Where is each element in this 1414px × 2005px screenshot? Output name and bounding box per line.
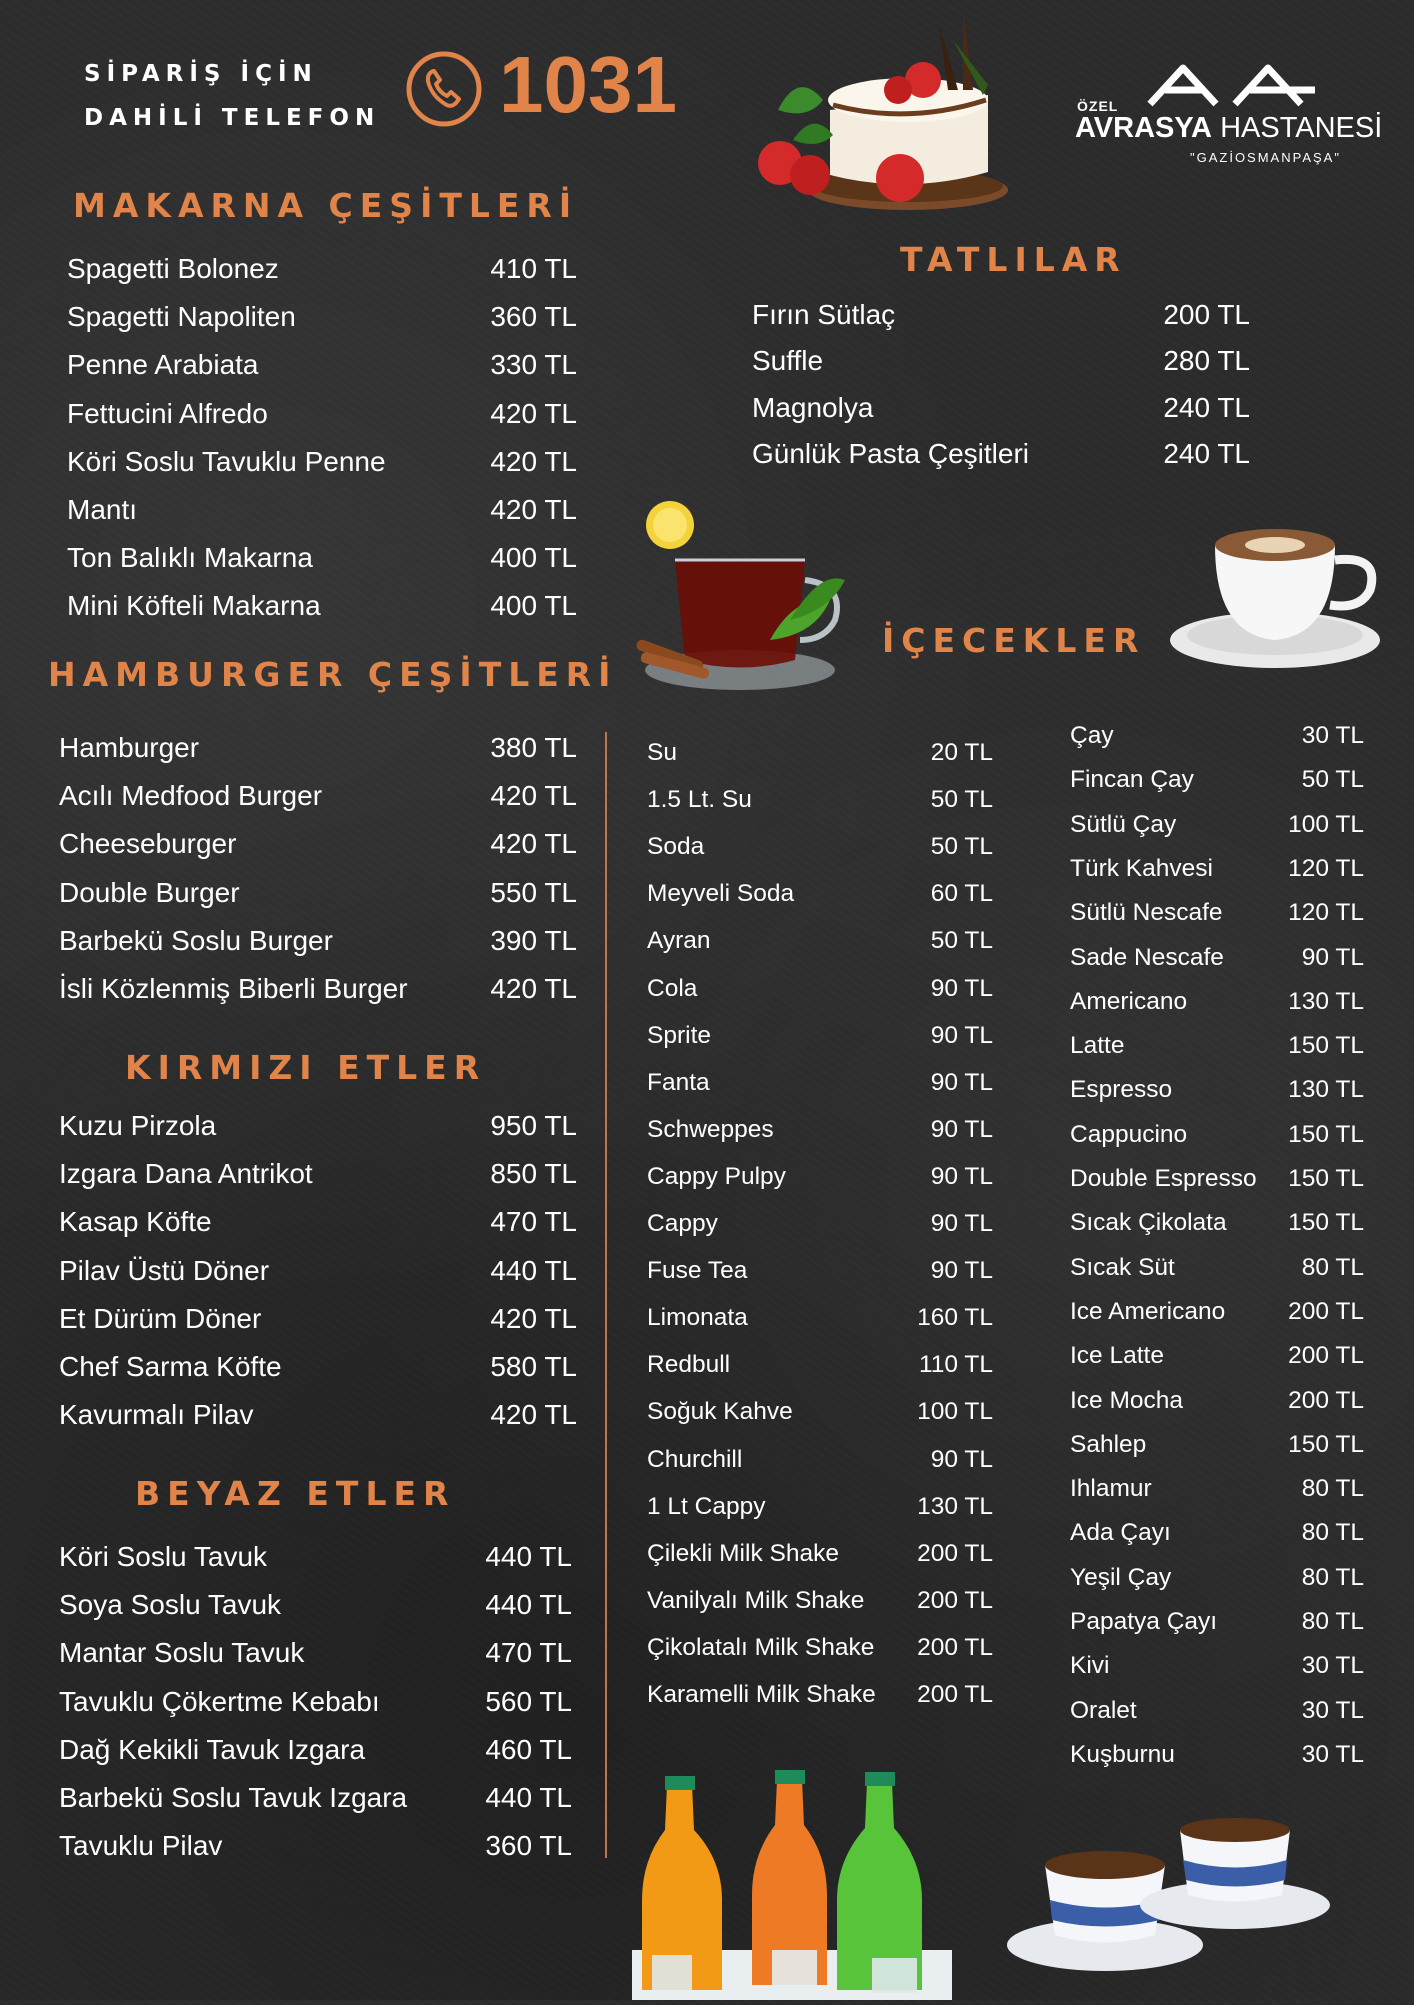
menu-item-price: 460 TL: [485, 1733, 572, 1765]
menu-item-price: 100 TL: [917, 1398, 993, 1426]
menu-item-price: 580 TL: [490, 1351, 577, 1382]
phone-number[interactable]: 1031: [499, 40, 677, 129]
menu-item-name: Sıcak Süt: [1070, 1253, 1175, 1281]
menu-item-name: Churchill: [647, 1445, 743, 1473]
menu-item-name: Cheeseburger: [59, 828, 237, 860]
menu-item-price: 470 TL: [490, 1206, 577, 1238]
logo-mark-icon: [1145, 62, 1320, 108]
menu-item-name: Sprite: [647, 1021, 712, 1049]
order-info: [84, 52, 380, 140]
menu-item-name: Acılı Medfood Burger: [59, 780, 323, 812]
menu-item-price: 200 TL: [1288, 1342, 1364, 1370]
menu-item-price: 90 TL: [930, 1445, 993, 1473]
menu-item-name: Chef Sarma Köfte: [59, 1351, 282, 1382]
menu-item-name: Limonata: [647, 1304, 748, 1332]
menu-item-name: Ton Balıklı Makarna: [67, 542, 313, 574]
menu-item-price: 330 TL: [490, 349, 577, 381]
menu-item-price: 30 TL: [1301, 1696, 1364, 1724]
menu-item-name: Karamelli Milk Shake: [647, 1681, 876, 1708]
menu-item-price: 80 TL: [1301, 1253, 1364, 1281]
menu-item-price: 440 TL: [490, 1254, 577, 1286]
menu-item-name: Cappy Pulpy: [647, 1162, 786, 1190]
menu-item-name: Redbull: [647, 1351, 731, 1379]
menu-item-name: Fettucini Alfredo: [67, 397, 268, 429]
menu-item-name: Fuse Tea: [647, 1257, 748, 1285]
menu-item-name: Oralet: [1070, 1696, 1137, 1724]
menu-item-name: Hamburger: [59, 732, 200, 763]
makarna-title: MAKARNA ÇEŞİTLERİ: [73, 186, 579, 225]
menu-item-name: Tavuklu Pilav: [59, 1830, 223, 1862]
menu-item-price: 360 TL: [490, 301, 577, 333]
menu-item-name: Suffle: [752, 345, 824, 377]
menu-item-price: 90 TL: [930, 1162, 993, 1190]
menu-item-price: 90 TL: [1301, 943, 1364, 971]
menu-item-name: Spagetti Bolonez: [67, 253, 279, 284]
menu-item-name: Fanta: [647, 1068, 710, 1096]
menu-item-name: Sütlü Nescafe: [1070, 899, 1223, 927]
menu-item-price: 150 TL: [1288, 1120, 1364, 1148]
menu-item-name: Cappucino: [1070, 1120, 1188, 1148]
menu-item-name: Ayran: [647, 927, 711, 955]
menu-item-price: 150 TL: [1288, 1165, 1364, 1192]
menu-item-price: 200 TL: [917, 1681, 993, 1708]
coffee-image: [1165, 515, 1395, 675]
menu-item-price: 130 TL: [1288, 1076, 1364, 1104]
menu-item-price: 100 TL: [1288, 810, 1364, 838]
hospital-logo: [1070, 62, 1400, 172]
menu-item-price: 420 TL: [490, 494, 577, 525]
menu-item-name: Ice Latte: [1070, 1342, 1164, 1370]
menu-item-name: Penne Arabiata: [67, 349, 259, 381]
menu-item-name: Kavurmalı Pilav: [59, 1399, 254, 1431]
menu-item-price: 200 TL: [917, 1586, 993, 1614]
menu-item-name: Köri Soslu Tavuk: [59, 1541, 268, 1572]
cake-image: [738, 0, 1048, 218]
menu-item-price: 420 TL: [490, 1302, 577, 1334]
menu-item-price: 90 TL: [930, 1068, 993, 1096]
bottles-image: [632, 1770, 952, 2000]
menu-item-name: Ice Americano: [1070, 1297, 1226, 1325]
menu-item-name: Fırın Sütlaç: [752, 299, 896, 330]
menu-item-price: 90 TL: [930, 1021, 993, 1049]
menu-item-price: 470 TL: [485, 1637, 572, 1669]
menu-item-price: 120 TL: [1288, 854, 1364, 882]
menu-item-price: 850 TL: [490, 1158, 577, 1190]
menu-item-name: Soğuk Kahve: [647, 1398, 793, 1426]
menu-item-price: 410 TL: [490, 253, 577, 284]
menu-item-name: Latte: [1070, 1032, 1125, 1060]
menu-item-price: 150 TL: [1288, 1430, 1364, 1458]
menu-item-name: İsli Közlenmiş Biberli Burger: [59, 973, 408, 1004]
menu-item-price: 420 TL: [490, 828, 577, 860]
menu-item-name: Kasap Köfte: [59, 1206, 212, 1238]
menu-item-price: 130 TL: [1288, 987, 1364, 1015]
menu-item-price: 240 TL: [1163, 391, 1250, 423]
menu-item-name: Dağ Kekikli Tavuk Izgara: [59, 1733, 366, 1765]
menu-item-name: Sade Nescafe: [1070, 943, 1224, 971]
menu-item-name: Tavuklu Çökertme Kebabı: [59, 1685, 380, 1717]
menu-item-name: Kuşburnu: [1070, 1740, 1175, 1768]
logo-small-label: ÖZEL: [1077, 98, 1119, 114]
tea-image: [630, 500, 860, 700]
menu-item-name: Barbekü Soslu Tavuk Izgara: [59, 1782, 408, 1813]
menu-item-price: 440 TL: [485, 1541, 572, 1572]
menu-item-price: 150 TL: [1288, 1209, 1364, 1237]
menu-item-price: 200 TL: [1163, 299, 1250, 330]
hamburger-title: HAMBURGER ÇEŞİTLERİ: [48, 655, 618, 694]
menu-item-price: 30 TL: [1301, 1652, 1364, 1680]
menu-item-name: Su: [647, 739, 677, 766]
menu-item-price: 80 TL: [1301, 1608, 1364, 1635]
menu-item-name: Espresso: [1070, 1076, 1173, 1104]
menu-item-price: 80 TL: [1301, 1519, 1364, 1547]
menu-item-name: Cola: [647, 974, 698, 1002]
menu-item-name: Meyveli Soda: [647, 880, 795, 908]
menu-item-name: Köri Soslu Tavuklu Penne: [67, 445, 386, 477]
order-line-1: SİPARİŞ İÇİN: [84, 61, 318, 87]
menu-item-name: Cappy: [647, 1210, 718, 1237]
menu-item-name: Kuzu Pirzola: [59, 1110, 217, 1141]
menu-item-name: Çay: [1070, 722, 1114, 749]
menu-item-name: Vanilyalı Milk Shake: [647, 1586, 865, 1614]
menu-item-price: 90 TL: [930, 1115, 993, 1143]
logo-subtitle: "GAZİOSMANPAŞA": [1190, 150, 1341, 165]
menu-item-price: 440 TL: [485, 1782, 572, 1813]
menu-item-name: Mantı: [67, 494, 138, 525]
menu-item-name: Soda: [647, 833, 705, 861]
menu-item-name: Ada Çayı: [1070, 1519, 1171, 1547]
menu-item-price: 240 TL: [1163, 437, 1250, 469]
menu-item-name: Double Espresso: [1070, 1165, 1257, 1192]
menu-item-name: Türk Kahvesi: [1070, 854, 1213, 882]
menu-item-name: Fincan Çay: [1070, 766, 1194, 794]
turkish-coffee-image: [1005, 1805, 1335, 1975]
menu-item-name: Sıcak Çikolata: [1070, 1209, 1227, 1237]
menu-item-price: 400 TL: [490, 542, 577, 574]
menu-item-price: 390 TL: [490, 924, 577, 956]
menu-item-price: 30 TL: [1301, 722, 1364, 749]
menu-item-price: 440 TL: [485, 1589, 572, 1621]
menu-item-price: 950 TL: [490, 1110, 577, 1141]
order-line-2: DAHİLİ TELEFON: [84, 105, 381, 131]
menu-item-price: 280 TL: [1163, 345, 1250, 377]
menu-item-name: Kivi: [1070, 1652, 1110, 1680]
menu-item-price: 50 TL: [930, 927, 993, 955]
kirmizi-title: KIRMIZI ETLER: [125, 1048, 487, 1087]
menu-item-price: 200 TL: [1288, 1386, 1364, 1414]
logo-name-light: HASTANESİ: [1220, 112, 1383, 144]
menu-item-name: Barbekü Soslu Burger: [59, 924, 333, 956]
menu-item-price: 90 TL: [930, 1210, 993, 1237]
menu-item-name: Soya Soslu Tavuk: [59, 1589, 282, 1621]
menu-item-price: 360 TL: [485, 1830, 572, 1862]
menu-item-price: 110 TL: [918, 1351, 993, 1379]
menu-item-name: Magnolya: [752, 391, 874, 423]
menu-item-price: 80 TL: [1301, 1475, 1364, 1503]
menu-item-price: 150 TL: [1288, 1032, 1364, 1060]
menu-item-price: 200 TL: [917, 1539, 993, 1567]
menu-item-name: Papatya Çayı: [1070, 1608, 1218, 1635]
column-divider: [605, 732, 607, 1858]
menu-item-name: Double Burger: [59, 876, 240, 908]
logo-name-bold: AVRASYA: [1075, 112, 1212, 144]
menu-item-price: 90 TL: [930, 974, 993, 1002]
menu-item-price: 380 TL: [490, 732, 577, 763]
menu-item-price: 420 TL: [490, 973, 577, 1004]
menu-item-price: 550 TL: [490, 876, 577, 908]
tatlilar-title: TATLILAR: [900, 240, 1127, 279]
menu-item-name: Mantar Soslu Tavuk: [59, 1637, 305, 1669]
beyaz-title: BEYAZ ETLER: [135, 1474, 456, 1513]
menu-item-price: 420 TL: [490, 1399, 577, 1431]
menu-item-price: 50 TL: [1301, 766, 1364, 794]
phone-icon: [406, 51, 482, 127]
menu-item-price: 50 TL: [930, 833, 993, 861]
menu-item-price: 20 TL: [930, 739, 993, 766]
menu-item-price: 420 TL: [490, 780, 577, 812]
menu-item-price: 200 TL: [1288, 1297, 1364, 1325]
menu-item-price: 60 TL: [930, 880, 993, 908]
menu-item-name: Ihlamur: [1070, 1475, 1152, 1503]
menu-item-name: Sahlep: [1070, 1430, 1147, 1458]
menu-item-price: 120 TL: [1288, 899, 1364, 927]
menu-item-name: Ice Mocha: [1070, 1386, 1184, 1414]
menu-item-name: Spagetti Napoliten: [67, 301, 296, 333]
menu-item-price: 50 TL: [930, 786, 993, 814]
menu-item-price: 160 TL: [917, 1304, 993, 1332]
menu-item-name: Mini Köfteli Makarna: [67, 590, 321, 622]
menu-item-price: 420 TL: [490, 445, 577, 477]
menu-item-name: Pilav Üstü Döner: [59, 1254, 270, 1286]
menu-item-name: Çilekli Milk Shake: [647, 1539, 839, 1567]
menu-item-name: Günlük Pasta Çeşitleri: [752, 437, 1030, 469]
menu-item-name: Sütlü Çay: [1070, 810, 1177, 838]
menu-item-name: 1 Lt Cappy: [647, 1492, 766, 1520]
menu-item-price: 400 TL: [490, 590, 577, 622]
menu-item-price: 420 TL: [490, 397, 577, 429]
menu-item-name: Schweppes: [647, 1115, 774, 1143]
menu-item-name: Çikolatalı Milk Shake: [647, 1633, 875, 1661]
icecekler-title: İÇECEKLER: [882, 621, 1146, 660]
menu-item-price: 80 TL: [1301, 1563, 1364, 1591]
menu-item-price: 200 TL: [917, 1633, 993, 1661]
menu-item-price: 560 TL: [485, 1685, 572, 1717]
menu-item-name: Americano: [1070, 987, 1188, 1015]
menu-item-price: 90 TL: [930, 1257, 993, 1285]
menu-item-name: 1.5 Lt. Su: [647, 786, 752, 814]
menu-item-name: Et Dürüm Döner: [59, 1302, 262, 1334]
menu-item-price: 30 TL: [1301, 1740, 1364, 1768]
menu-item-name: Izgara Dana Antrikot: [59, 1158, 313, 1190]
menu-item-name: Yeşil Çay: [1070, 1563, 1172, 1591]
menu-item-price: 130 TL: [917, 1492, 993, 1520]
